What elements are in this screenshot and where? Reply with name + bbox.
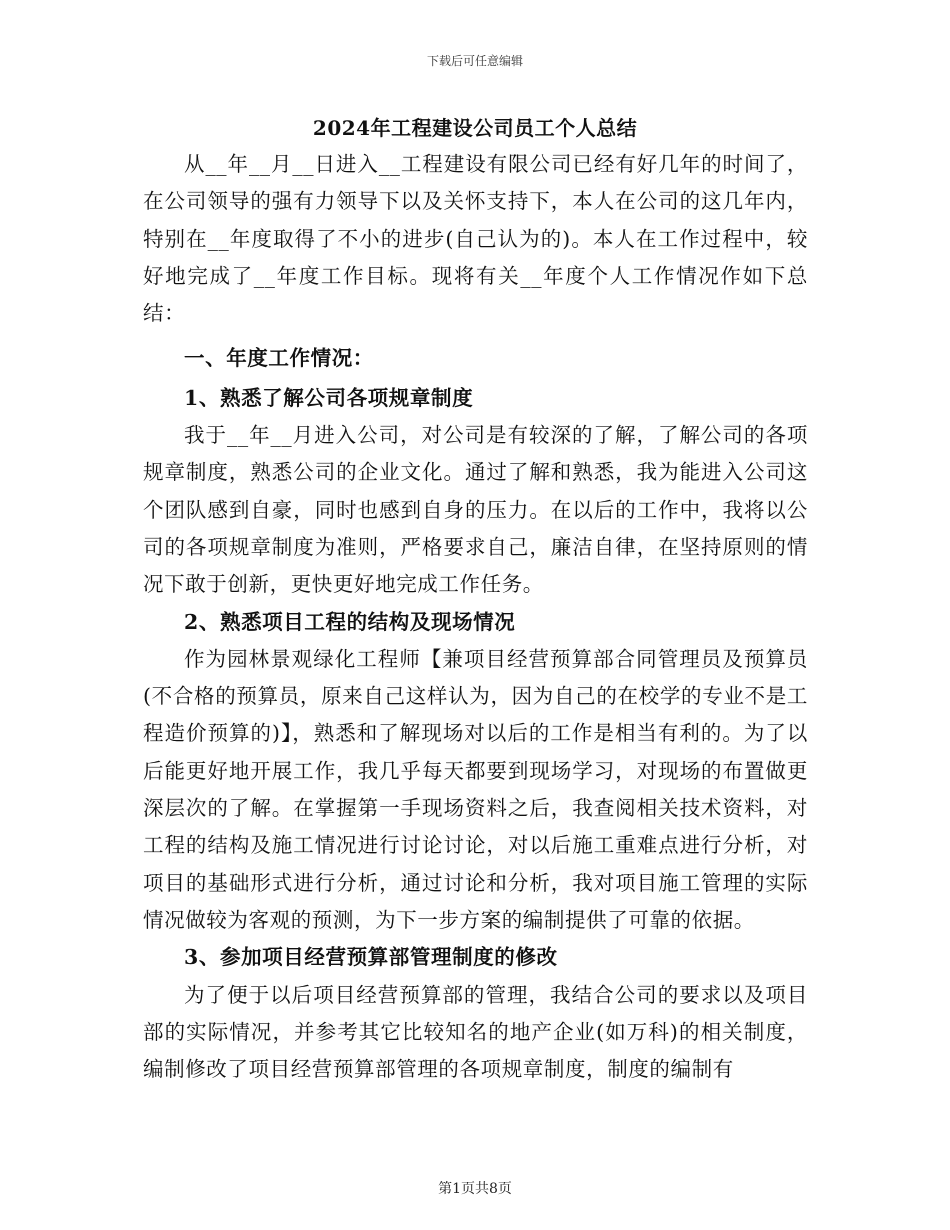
item-paragraph-1: 我于__年__月进入公司，对公司是有较深的了解，了解公司的各项规章制度，熟悉公司的企业文化。通过了解和熟悉，我为能进入公司这个团队感到自豪，同时也感到自身的压力。在以后的工作中，我将以公司的各项规章制度为准则，严格要求自己，廉洁自律，在坚持原则的情况下敢于创新，更快更好地完成工作任务。 (143, 423, 808, 597)
section-heading-1: 一、年度工作情况： (184, 346, 374, 371)
page-footer: 第1页共8页 (438, 1181, 512, 1197)
item-heading-2: 2、熟悉项目工程的结构及现场情况 (184, 609, 516, 634)
item-heading-1: 1、熟悉了解公司各项规章制度 (184, 385, 474, 410)
document-body (143, 146, 808, 1088)
item-paragraph-2: 作为园林景观绿化工程师【兼项目经营预算部合同管理员及预算员(不合格的预算员，原来自己这样认为，因为自己的在校学的专业不是工程造价预算的)】，熟悉和了解现场对以后的工作是相当有利的。为了以后能更好地开展工作，我几乎每天都要到现场学习，对现场的布置做更深层次的了解。在掌握第一手现场资料之后，我查阅相关技术资料，对工程的结构及施工情况进行讨论讨论，对以后施工重难点进行分析，对项目的基础形式进行分析，通过讨论和分析，我对项目施工管理的实际情况做较为客观的预测，为下一步方案的编制提供了可靠的依据。 (143, 646, 808, 932)
item-paragraph-3: 为了便于以后项目经营预算部的管理，我结合公司的要求以及项目部的实际情况，并参考其它比较知名的地产企业(如万科)的相关制度，编制修改了项目经营预算部管理的各项规章制度，制度的编制有 (143, 982, 808, 1082)
item-heading-3: 3、参加项目经营预算部管理制度的修改 (184, 945, 558, 970)
intro-paragraph: 从__年__月__日进入__工程建设有限公司已经有好几年的时间了，在公司领导的强有力领导下以及关怀支持下，本人在公司的这几年内，特别在__年度取得了不小的进步(自己认为的)。本人在工作过程中，较好地完成了__年度工作目标。现将有关__年度个人工作情况作如下总结： (143, 152, 808, 326)
document-title: 2024年工程建设公司员工个人总结 (312, 116, 638, 140)
page-header: 下载后可任意编辑 (426, 54, 523, 68)
